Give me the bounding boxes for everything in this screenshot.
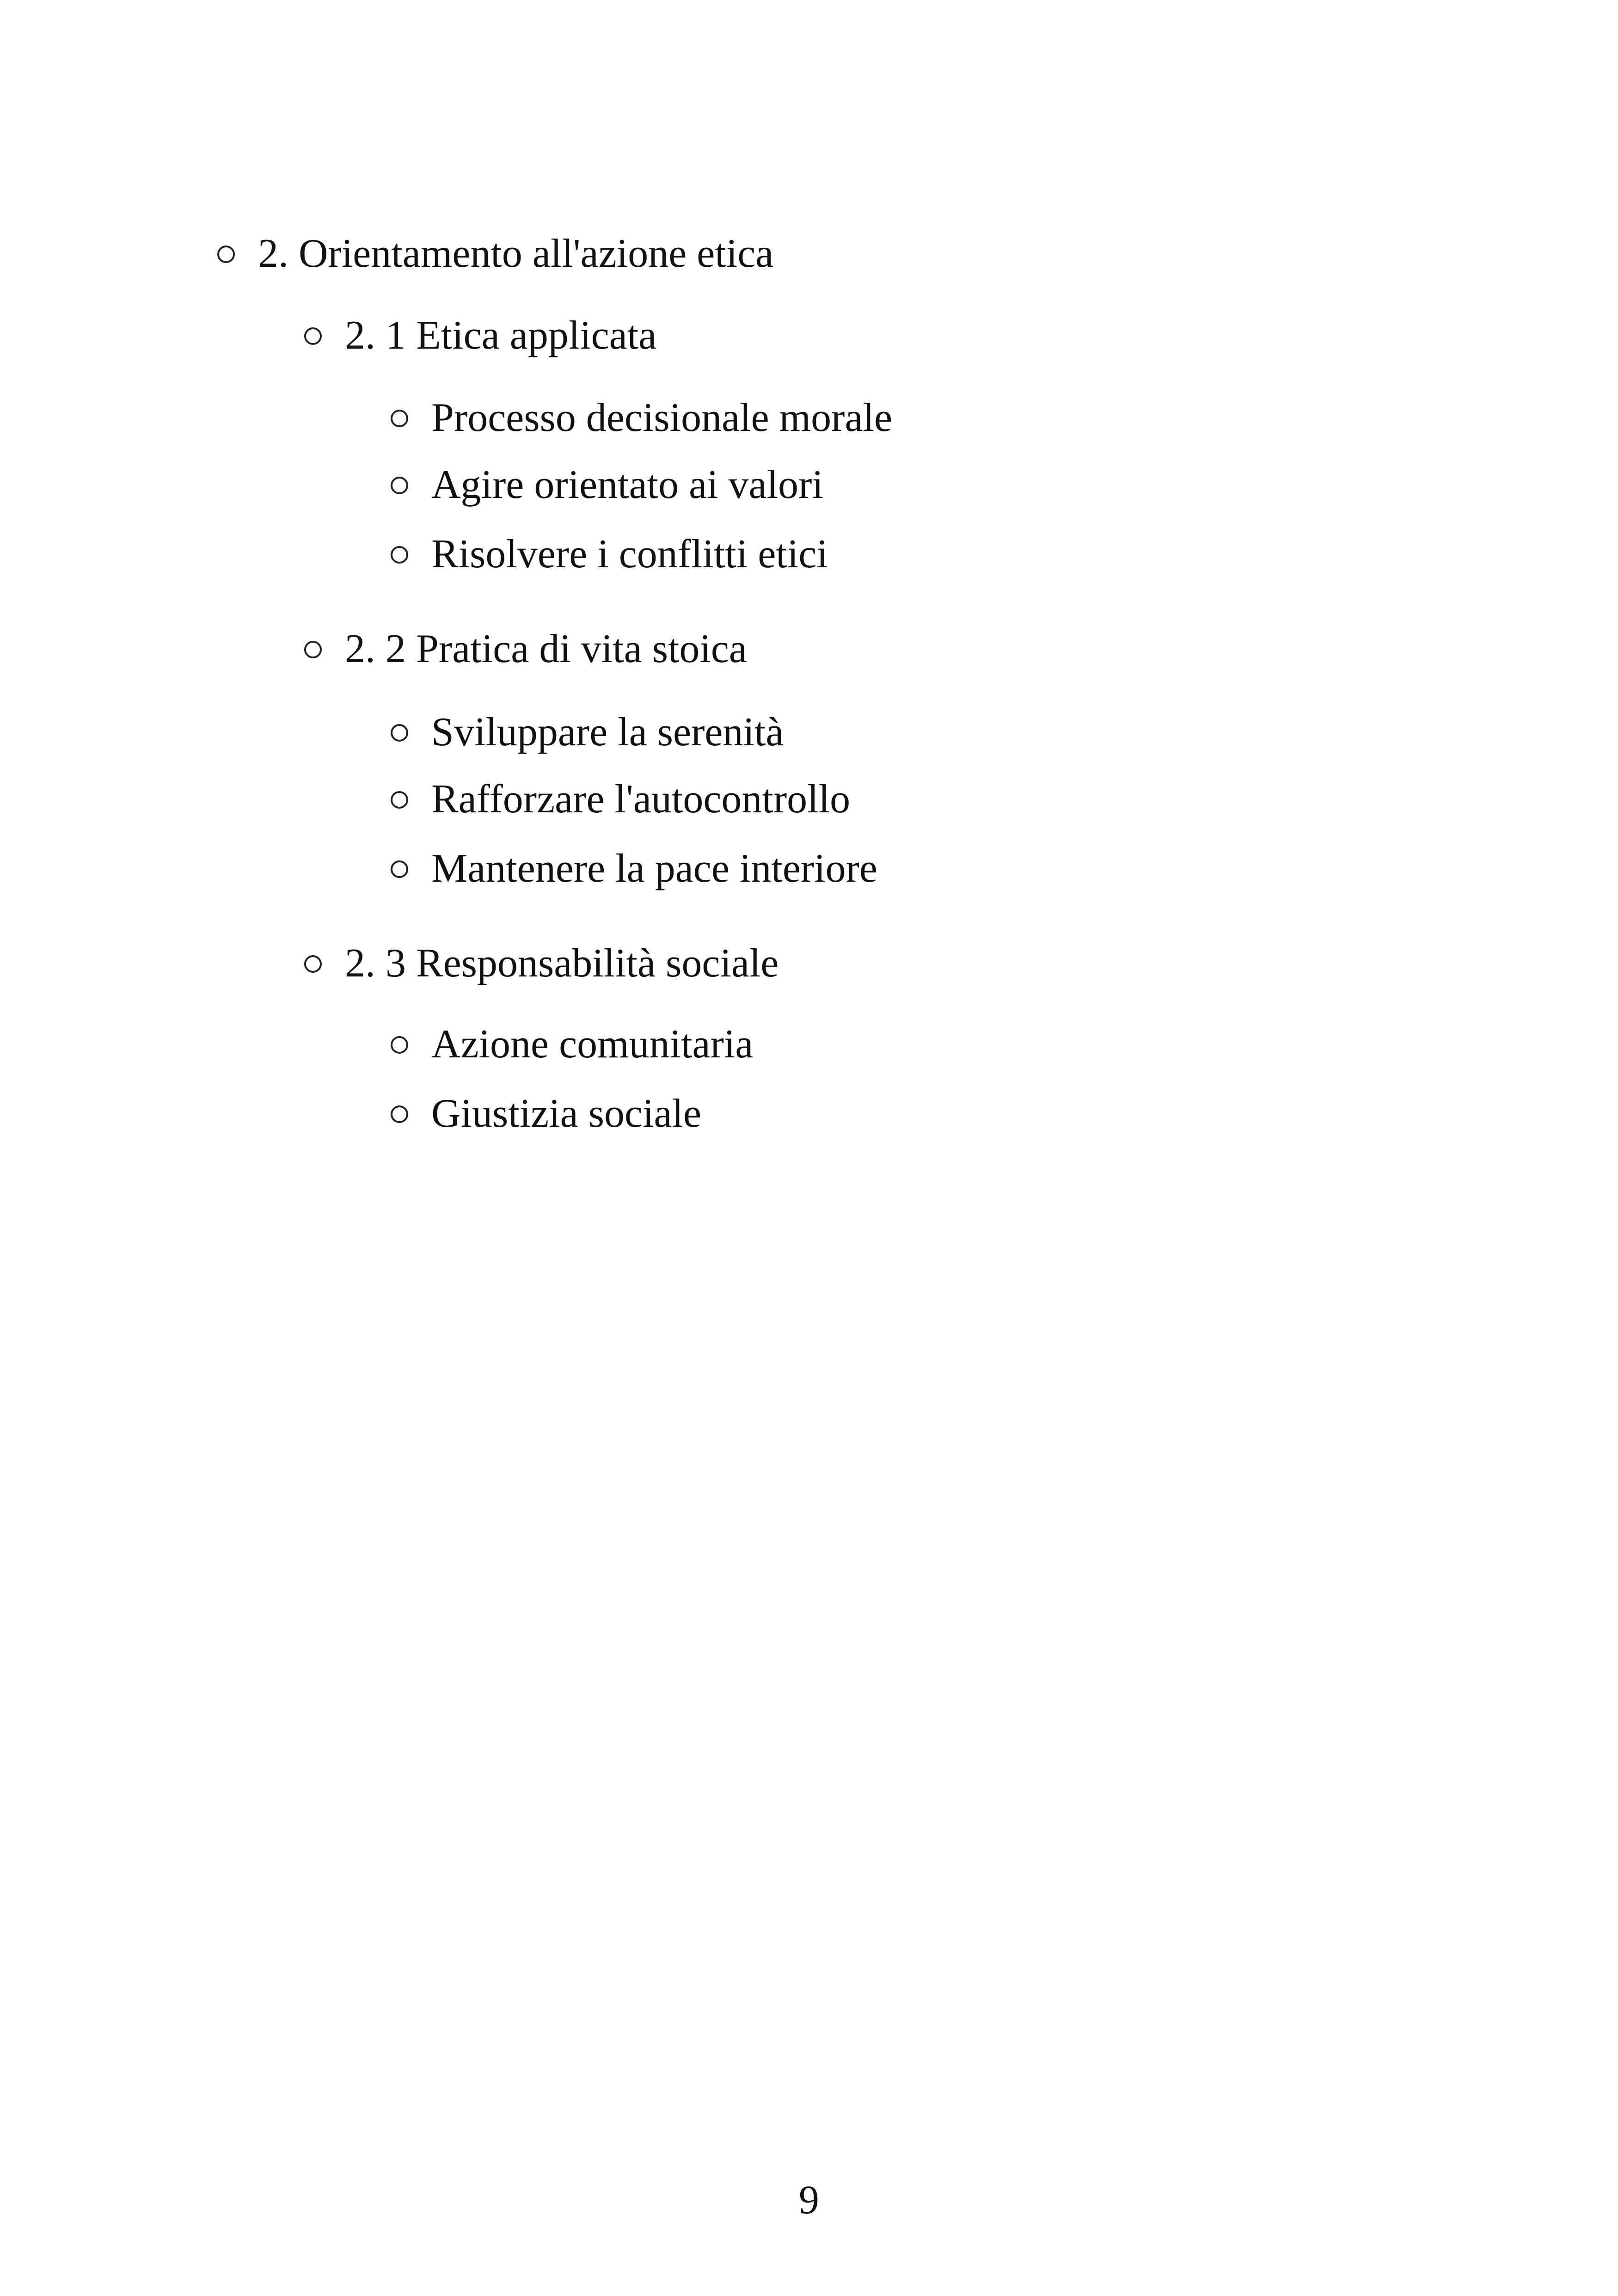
list-item-text: Agire orientato ai valori — [431, 462, 823, 507]
outline-subsection-title — [304, 943, 778, 984]
outline-list-item — [391, 462, 823, 507]
subsection-title-text: 2. 3 Responsabilità sociale — [345, 941, 779, 986]
circle-bullet-icon — [391, 477, 408, 494]
list-item-text: Mantenere la pace interiore — [431, 846, 877, 891]
subsection-title-text: 2. 2 Pratica di vita stoica — [345, 626, 747, 671]
list-item-text: Azione comunitaria — [431, 1022, 754, 1067]
outline-list-item — [391, 848, 877, 889]
list-item-text: Giustizia sociale — [431, 1091, 702, 1136]
outline-subsection-title — [304, 315, 656, 356]
circle-bullet-icon — [391, 410, 408, 427]
circle-bullet-icon — [391, 860, 408, 878]
circle-bullet-icon — [391, 791, 408, 809]
subsection-title-text: 2. 1 Etica applicata — [345, 313, 657, 358]
list-item-text: Processo decisionale morale — [431, 395, 893, 440]
outline-subsection-title — [304, 626, 747, 671]
circle-bullet-icon — [391, 1036, 408, 1054]
outline-list-item — [391, 534, 828, 575]
page-number: 9 — [799, 2178, 819, 2222]
list-item-text: Rafforzare l'autocontrollo — [431, 777, 851, 822]
list-item-text: Risolvere i conflitti etici — [431, 532, 828, 577]
circle-bullet-icon — [391, 724, 408, 742]
circle-bullet-icon — [304, 641, 322, 658]
outline-list-item — [391, 1024, 753, 1065]
list-item-text: Sviluppare la serenità — [431, 710, 784, 755]
outline-list-item — [391, 1093, 701, 1134]
circle-bullet-icon — [217, 246, 235, 263]
circle-bullet-icon — [304, 327, 322, 345]
outline-list-item — [391, 779, 850, 820]
outline-section-title — [217, 233, 773, 274]
circle-bullet-icon — [304, 955, 322, 973]
outline-list-item — [391, 712, 784, 753]
outline-list-item — [391, 395, 893, 440]
section-title-text: 2. Orientamento all'azione etica — [258, 231, 774, 276]
circle-bullet-icon — [391, 546, 408, 564]
circle-bullet-icon — [391, 1105, 408, 1123]
